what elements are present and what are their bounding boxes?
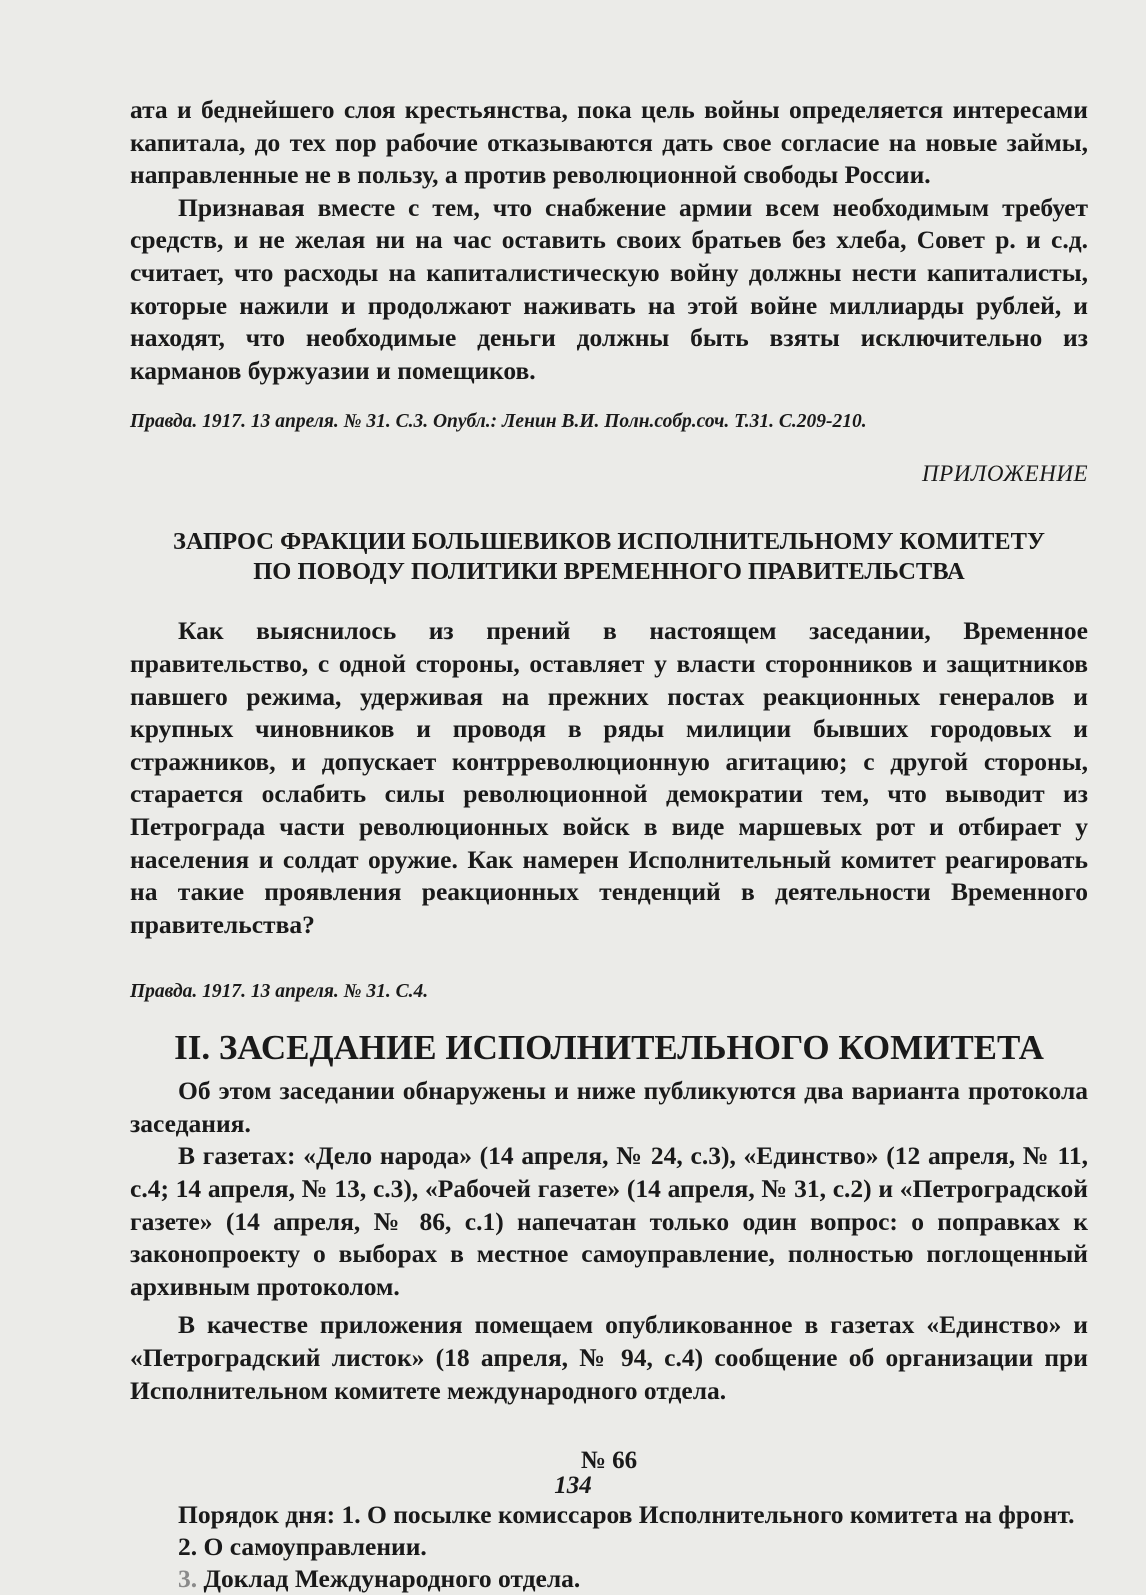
agenda-line-3-text: Доклад Международного отдела. — [197, 1564, 581, 1594]
section-paragraph-2: В газетах: «Дело народа» (14 апреля, № 24, с.3), «Единство» (12 апреля, № 11, с.4; 14 апреля, № 13, с.3), «Рабочей газете» (14 апреля, № 31, с.2) и «Петроградской газете» (14 апреля, № 86, с.1) напечатан только один вопрос: о поправках к законопроекту о выборах в местное самоуправление, полностью поглощенный архивным протоколом. — [130, 1141, 1088, 1301]
page-number: 134 — [554, 1472, 592, 1499]
appendix-title-line-1: ЗАПРОС ФРАКЦИИ БОЛЬШЕВИКОВ ИСПОЛНИТЕЛЬНОМУ КОМИТЕТУ — [173, 528, 1045, 556]
agenda-line-3 — [130, 1563, 1088, 1595]
appendix-label: ПРИЛОЖЕНИЕ — [922, 461, 1088, 487]
appendix-title-line-2: ПО ПОВОДУ ПОЛИТИКИ ВРЕМЕННОГО ПРАВИТЕЛЬСТВА — [253, 558, 965, 586]
agenda-line-3-number: 3. — [178, 1564, 198, 1594]
agenda — [130, 1499, 1088, 1595]
appendix-title — [130, 527, 1088, 587]
paragraph-soviet-position: Признавая вместе с тем, что снабжение армии всем необходимым требует средств, и не желая ни на час оставить своих братьев без хлеба, Совет р. и с.д. считает, что расходы на капиталистическую войну должны нести капиталисты, которые нажили и продолжают наживать на этой войне миллиарды рублей, и находят, что необходимые деньги должны быть взяты исключительно из карманов буржуазии и помещиков. — [130, 192, 1088, 385]
document-number: № 66 — [580, 1447, 638, 1475]
agenda-line-1: Порядок дня: 1. О посылке комиссаров Исполнительного комитета на фронт. — [178, 1500, 1075, 1530]
section-heading: II. ЗАСЕДАНИЕ ИСПОЛНИТЕЛЬНОГО КОМИТЕТА — [174, 1028, 1044, 1068]
source-citation-2: Правда. 1917. 13 апреля. № 31. С.4. — [130, 981, 429, 1003]
appendix-paragraph: Как выяснилось из прений в настоящем заседании, Временное правительство, с одной стороны, оставляет у власти сторонников и защитников павшего режима, удерживая на прежних постах реакционных генералов и крупных чиновников и проводя в ряды милиции бывших городовых и стражников, и допускает контрреволюционную агитацию; с другой стороны, старается ослабить силы революционной демократии тем, что выводит из Петрограда части революционных войск в виде маршевых рот и отбирает у населения и солдат оружие. Как намерен Исполнительный комитет реагировать на такие проявления реакционных тенденций в деятельности Временного правительства? — [130, 616, 1088, 939]
source-citation-1: Правда. 1917. 13 апреля. № 31. С.3. Опубл.: Ленин В.И. Полн.собр.соч. Т.31. С.209-210. — [130, 411, 867, 433]
section-paragraph-1: Об этом заседании обнаружены и ниже публикуются два варианта протокола заседания. — [130, 1076, 1088, 1138]
agenda-line-2: 2. О самоуправлении. — [178, 1532, 427, 1562]
continuation-paragraph: ата и беднейшего слоя крестьянства, пока цель войны определяется интересами капитала, до тех пор рабочие отказываются дать свое согласие на новые займы, направленные не в пользу, а против революционной свободы России. — [130, 95, 1088, 190]
page-body — [130, 94, 1088, 1595]
section-paragraph-3: В качестве приложения помещаем опубликованное в газетах «Единство» и «Петроградский листок» (18 апреля, № 94, с.4) сообщение об организации при Исполнительном комитете международного отдела. — [130, 1310, 1088, 1405]
